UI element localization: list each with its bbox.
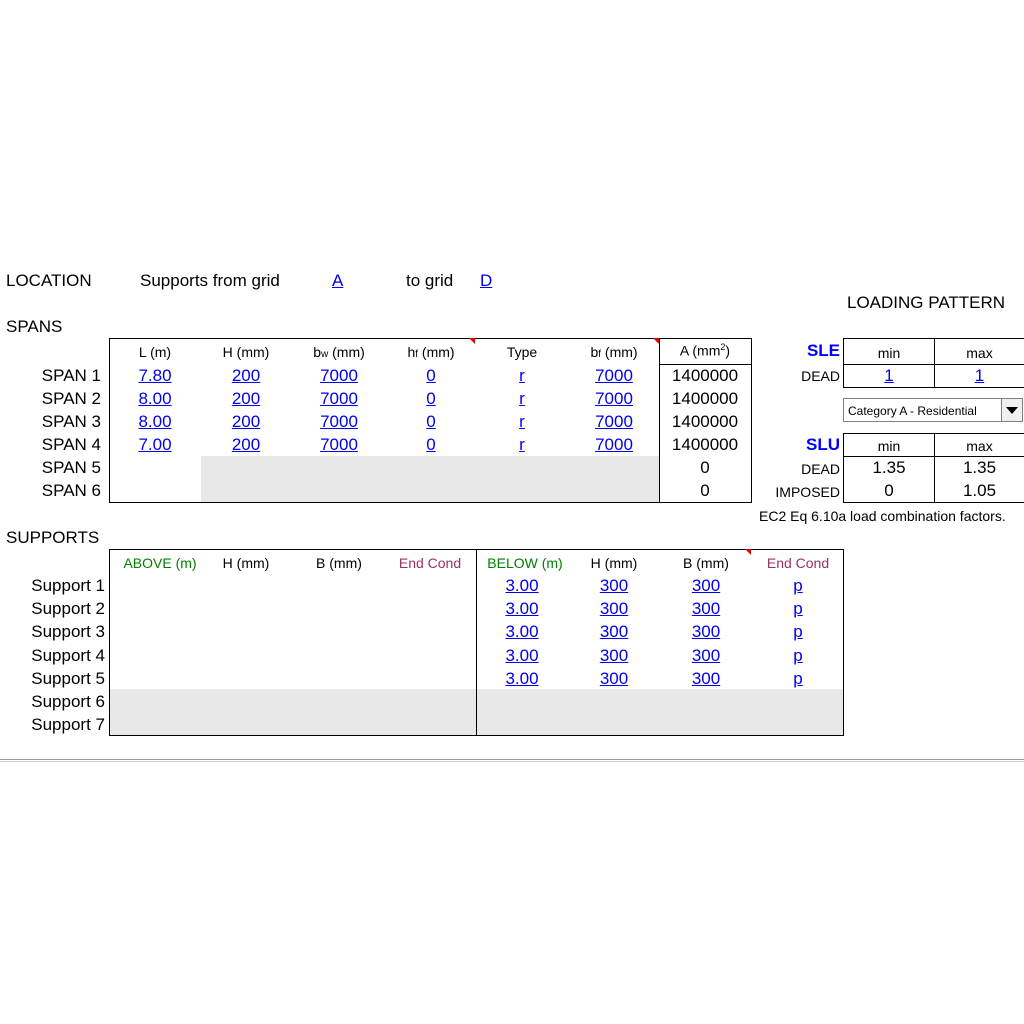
below-header: BELOW (m): [487, 555, 563, 571]
span-bw-input[interactable]: 7000: [320, 366, 358, 385]
span-type-input[interactable]: r: [519, 389, 525, 408]
span-H-input[interactable]: 200: [231, 435, 261, 454]
span-area-value: 0: [700, 481, 710, 500]
col-header-H: H (mm): [222, 344, 270, 360]
support-B-input[interactable]: 300: [691, 669, 721, 688]
span-hf-input[interactable]: 0: [426, 366, 436, 385]
span-row-label: SPAN 3: [41, 412, 101, 431]
support-below-input[interactable]: 3.00: [505, 646, 539, 665]
span-row-label: SPAN 1: [41, 366, 101, 385]
support-end-cond-input[interactable]: p: [793, 646, 803, 665]
slu-dead-label: DEAD: [801, 461, 840, 477]
below-H-header: H (mm): [590, 555, 638, 571]
span-L-input[interactable]: 8.00: [138, 412, 172, 431]
to-grid-label: to grid: [406, 271, 454, 290]
support-end-cond-input[interactable]: p: [793, 622, 803, 641]
span-row-label: SPAN 4: [41, 435, 101, 454]
col-header-bf: bf (mm): [590, 344, 638, 360]
support-below-input[interactable]: 3.00: [505, 669, 539, 688]
span-row-label: SPAN 6: [41, 481, 101, 500]
support-row-label: Support 3: [31, 622, 105, 641]
col-header-L: L (m): [138, 344, 172, 360]
support-below-input[interactable]: 3.00: [505, 599, 539, 618]
span-bw-input[interactable]: 7000: [320, 389, 358, 408]
support-H-input[interactable]: 300: [599, 576, 629, 595]
support-B-input[interactable]: 300: [691, 576, 721, 595]
col-header-hf: hf (mm): [407, 344, 455, 360]
slu-min-header: min: [877, 438, 901, 454]
above-H-header: H (mm): [222, 555, 270, 571]
support-end-cond-input[interactable]: p: [793, 669, 803, 688]
span-H-input[interactable]: 200: [231, 366, 261, 385]
slu-imposed-min-value: 0: [884, 481, 894, 500]
support-row-label: Support 5: [31, 669, 105, 688]
slu-title: SLU: [806, 435, 840, 454]
support-row-label: Support 2: [31, 599, 105, 618]
span-area-value: 0: [700, 458, 710, 477]
span-bf-input[interactable]: 7000: [595, 366, 633, 385]
slu-note: EC2 Eq 6.10a load combination factors.: [759, 508, 1006, 524]
span-L-input[interactable]: 8.00: [138, 389, 172, 408]
span-type-input[interactable]: r: [519, 435, 525, 454]
support-end-cond-input[interactable]: p: [793, 576, 803, 595]
spans-area-header-line: [659, 364, 751, 365]
span-area-value: 1400000: [671, 435, 739, 454]
supports-title: SUPPORTS: [6, 528, 100, 547]
category-select-value: Category A - Residential: [848, 404, 977, 418]
support-end-cond-input[interactable]: p: [793, 599, 803, 618]
span-bf-input[interactable]: 7000: [595, 412, 633, 431]
above-B-header: B (mm): [316, 555, 362, 571]
span-L-input[interactable]: 7.80: [138, 366, 172, 385]
support-below-input[interactable]: 3.00: [505, 622, 539, 641]
span-area-value: 1400000: [671, 389, 739, 408]
span-bw-input[interactable]: 7000: [320, 412, 358, 431]
col-header-bw: bw (mm): [313, 344, 365, 360]
category-select[interactable]: [843, 398, 1023, 422]
support-H-input[interactable]: 300: [599, 599, 629, 618]
loading-pattern-label: LOADING PATTERN: [847, 293, 1006, 312]
col-header-A: A $(mm^2)$: [679, 342, 731, 359]
span-bf-input[interactable]: 7000: [595, 389, 633, 408]
span-H-input[interactable]: 200: [231, 389, 261, 408]
location-label: LOCATION: [6, 271, 92, 290]
support-row-label: Support 6: [31, 692, 105, 711]
support-row-label: Support 7: [31, 715, 105, 734]
span-row-label: SPAN 5: [41, 458, 101, 477]
slu-dead-min-value: 1.35: [872, 458, 906, 477]
span-hf-input[interactable]: 0: [426, 435, 436, 454]
col-header-type: Type: [506, 344, 538, 360]
support-H-input[interactable]: 300: [599, 669, 629, 688]
supports-from-grid-label: Supports from grid: [140, 271, 280, 290]
below-end-cond-header: End Cond: [766, 555, 830, 571]
span-bf-input[interactable]: 7000: [595, 435, 633, 454]
slu-max-header: max: [966, 438, 993, 454]
sle-dead-label: DEAD: [801, 368, 840, 384]
below-B-header: B (mm): [683, 555, 729, 571]
span-H-input[interactable]: 200: [231, 412, 261, 431]
span-row-label: SPAN 2: [41, 389, 101, 408]
span-type-input[interactable]: r: [519, 366, 525, 385]
to-grid-link[interactable]: D: [480, 271, 493, 290]
chevron-down-icon[interactable]: [1001, 399, 1022, 421]
support-B-input[interactable]: 300: [691, 646, 721, 665]
span-area-value: 1400000: [671, 412, 739, 431]
spans-title: SPANS: [6, 317, 63, 336]
section-divider: [0, 759, 1024, 760]
span-hf-input[interactable]: 0: [426, 389, 436, 408]
span-hf-input[interactable]: 0: [426, 412, 436, 431]
section-divider-shadow: [0, 761, 1024, 762]
sle-title: SLE: [806, 341, 840, 360]
support-below-input[interactable]: 3.00: [505, 576, 539, 595]
support-H-input[interactable]: 300: [599, 622, 629, 641]
span-type-input[interactable]: r: [519, 412, 525, 431]
slu-dead-max-value: 1.35: [962, 458, 997, 477]
slu-imposed-max-value: 1.05: [962, 481, 997, 500]
sle-min-header: min: [877, 345, 901, 361]
support-row-label: Support 1: [31, 576, 105, 595]
supports-above-below-divider: [476, 549, 477, 736]
support-H-input[interactable]: 300: [599, 646, 629, 665]
sle-dead-max-input[interactable]: 1: [974, 366, 985, 385]
from-grid-link[interactable]: A: [332, 271, 344, 290]
support-B-input[interactable]: 300: [691, 622, 721, 641]
support-B-input[interactable]: 300: [691, 599, 721, 618]
spans-area-divider: [659, 338, 660, 503]
sle-max-header: max: [966, 345, 993, 361]
slu-imposed-label: IMPOSED: [775, 484, 840, 500]
above-end-cond-header: End Cond: [398, 555, 462, 571]
above-header: ABOVE (m): [123, 555, 197, 571]
span-bw-input[interactable]: 7000: [320, 435, 358, 454]
support-row-label: Support 4: [31, 646, 105, 665]
sle-dead-min-input[interactable]: 1: [884, 366, 894, 385]
span-L-input[interactable]: 7.00: [138, 435, 172, 454]
span-area-value: 1400000: [671, 366, 739, 385]
